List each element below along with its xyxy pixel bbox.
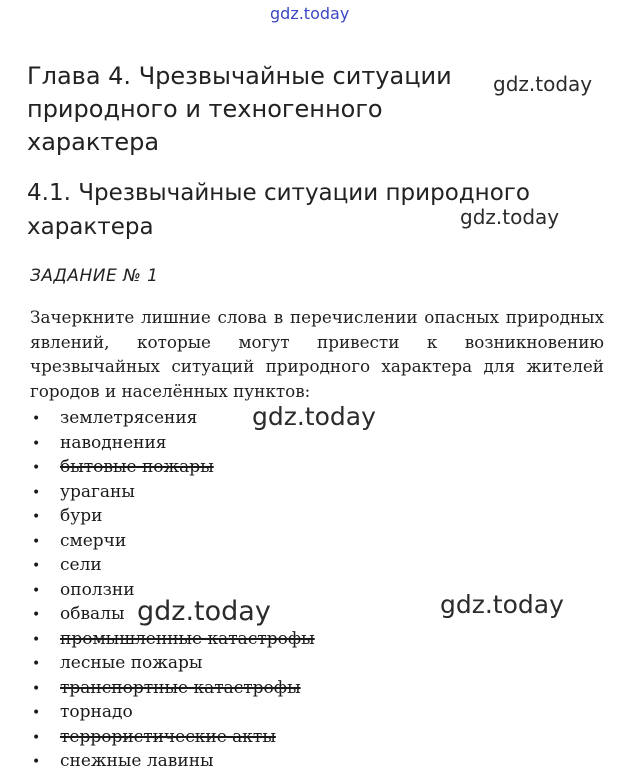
item-text: оползни (60, 579, 135, 600)
watermark: gdz.today (493, 72, 593, 96)
list-item (30, 651, 315, 676)
chapter-title: Глава 4. Чрезвычайные ситуации природного и техногенного характера (27, 62, 452, 156)
item-text: наводнения (60, 432, 167, 453)
list-item (30, 725, 315, 750)
bullet-icon: • (32, 533, 41, 550)
item-text: лесные пожары (60, 653, 203, 673)
list-item (30, 504, 315, 529)
list-item (30, 700, 315, 725)
list-item (30, 480, 315, 505)
task-instruction: Зачеркните лишние слова в перечислении опасных природных явлений, которые могут привести к возникновению чрезвычайных ситуаций природного характера для жителей городов и населённых пунктов: (30, 307, 604, 401)
bullet-icon: • (32, 509, 41, 525)
item-text: ураганы (60, 481, 135, 502)
bullet-icon: • (32, 460, 41, 476)
watermark: gdz.today (252, 402, 376, 431)
item-text: бури (60, 506, 103, 526)
bullet-icon: • (32, 582, 41, 599)
watermark: gdz.today (270, 4, 350, 23)
bullet-icon: • (32, 754, 41, 770)
list-item (30, 627, 315, 652)
item-text: торнадо (60, 702, 133, 722)
struck-item-text: бытовые пожары (60, 457, 214, 477)
task-label: ЗАДАНИЕ № 1 (30, 266, 159, 286)
hazard-list (30, 406, 315, 774)
bullet-icon: • (32, 558, 41, 574)
struck-item-text: террористические акты (60, 726, 276, 747)
bullet-icon: • (32, 680, 41, 697)
watermark: gdz.today (440, 590, 564, 619)
bullet-icon: • (32, 484, 41, 501)
bullet-icon: • (32, 435, 41, 452)
bullet-icon: • (32, 656, 41, 672)
item-text: сели (60, 555, 102, 575)
watermark: gdz.today (460, 205, 560, 229)
bullet-icon: • (32, 607, 41, 623)
bullet-icon: • (32, 705, 41, 721)
bullet-icon: • (32, 411, 41, 427)
item-text: снежные лавины (60, 751, 214, 771)
list-item (30, 529, 315, 554)
list-item (30, 676, 315, 701)
list-item (30, 431, 315, 456)
struck-item-text: транспортные катастрофы (60, 677, 301, 698)
section-title: 4.1. Чрезвычайные ситуации природного характера (27, 180, 530, 240)
list-item (30, 553, 315, 578)
list-item (30, 578, 315, 603)
watermark: gdz.today (137, 596, 271, 627)
item-text: обвалы (60, 604, 125, 624)
item-text: землетрясения (60, 408, 198, 428)
struck-item-text: промышленные катастрофы (60, 628, 315, 649)
list-item (30, 455, 315, 480)
list-item (30, 406, 315, 431)
bullet-icon: • (32, 729, 41, 746)
item-text: смерчи (60, 530, 127, 551)
list-item (30, 749, 315, 774)
bullet-icon: • (32, 631, 41, 648)
list-item (30, 602, 315, 627)
